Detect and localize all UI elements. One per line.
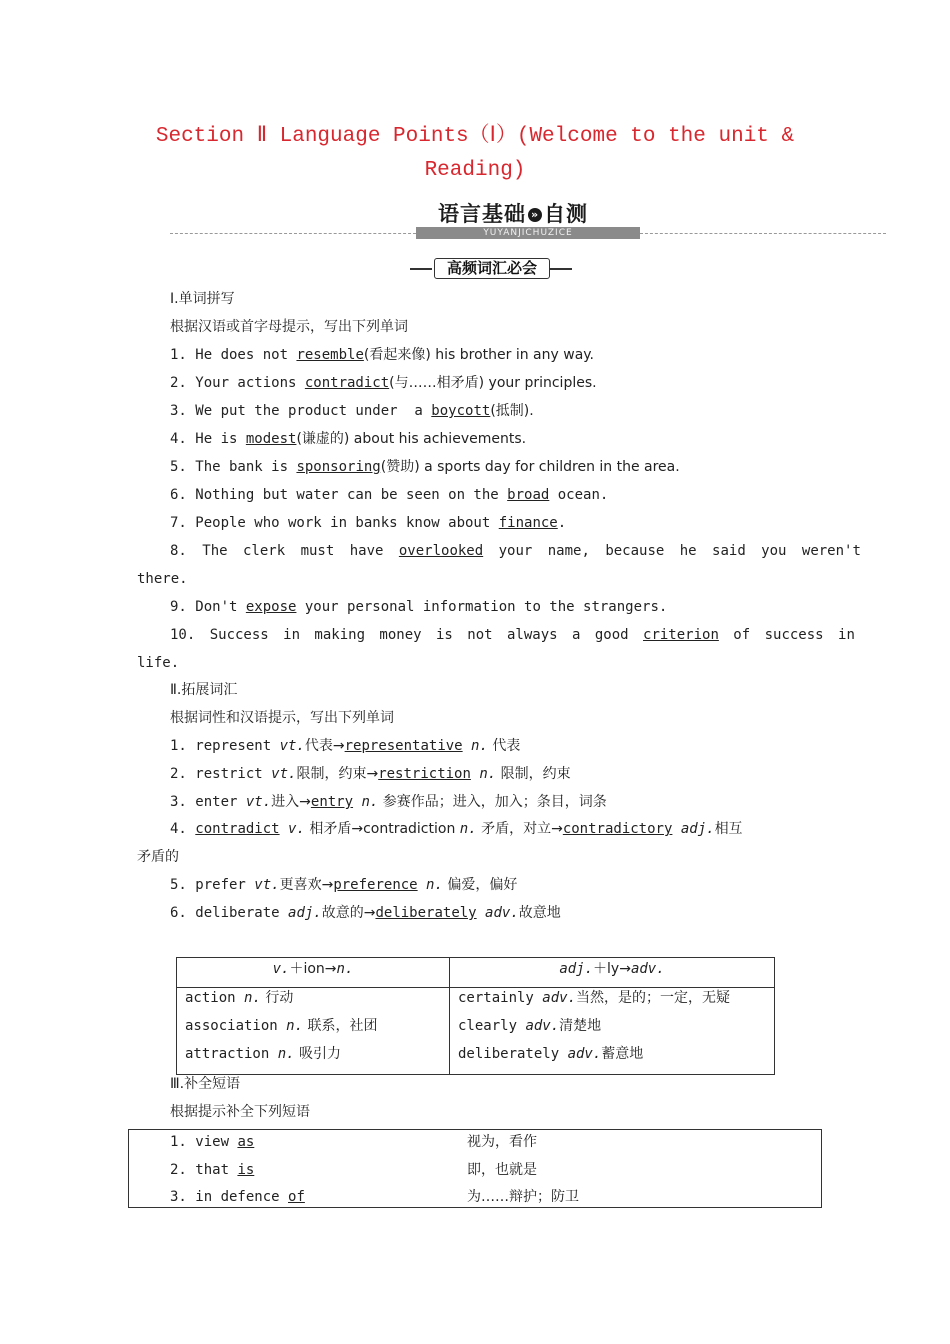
list-item-continued: life. xyxy=(137,655,180,671)
list-item: 3. enter vt.进入→entry n. 参赛作品；进入，加入；条目，词条 xyxy=(170,794,607,810)
suffix-table xyxy=(176,957,775,1075)
answer-text: sponsoring xyxy=(296,459,381,475)
list-item: 8. The clerk must have overlooked your name, because he said you weren't xyxy=(170,543,861,559)
answer-text: overlooked xyxy=(398,543,484,559)
list-item-continued: 矛盾的 xyxy=(137,849,179,865)
table-row: 1. view as xyxy=(170,1134,255,1150)
table-header-left: v.＋ion→n. xyxy=(272,961,354,977)
tag-bar-left xyxy=(410,268,432,270)
list-item: 9. Don't expose your personal information to the strangers. xyxy=(170,599,668,615)
table-row: 2. that is xyxy=(170,1162,255,1178)
table-row: certainly adv.当然，是的；一定，无疑 xyxy=(458,990,731,1006)
table-row: deliberately adv.蓄意地 xyxy=(458,1046,644,1062)
phrase-table xyxy=(128,1129,822,1208)
answer-text: is xyxy=(237,1162,255,1178)
banner-divider-left xyxy=(170,233,416,234)
answer-text: expose xyxy=(245,599,297,615)
answer-text: finance xyxy=(498,515,558,531)
answer-text: restriction xyxy=(378,766,471,782)
list-item: 2. restrict vt.限制，约束→restriction n. 限制，约束 xyxy=(170,766,571,782)
banner-heading-b: 自测 xyxy=(544,202,588,226)
phrase-meaning: 视为，看作 xyxy=(467,1134,537,1150)
part1-heading: Ⅰ.单词拼写 xyxy=(170,291,235,307)
part1-instruction: 根据汉语或首字母提示，写出下列单词 xyxy=(170,319,408,335)
list-item: 2. Your actions contradict(与……相矛盾) your principles. xyxy=(170,375,597,391)
phrase-meaning: 即，也就是 xyxy=(467,1162,537,1178)
banner-heading-a: 语言基础 xyxy=(438,202,526,226)
answer-text: contradict xyxy=(304,375,390,391)
chevron-right-icon: » xyxy=(528,208,542,222)
part2-heading: Ⅱ.拓展词汇 xyxy=(170,682,238,698)
table-header-right: adj.＋ly→adv. xyxy=(559,961,665,977)
list-item: 10. Success in making money is not always a good criterion of success in xyxy=(170,627,855,643)
answer-text: criterion xyxy=(643,627,719,643)
table-row: clearly adv.清楚地 xyxy=(458,1018,602,1034)
section-banner xyxy=(170,198,886,242)
section-tag xyxy=(410,258,572,278)
list-item: 3. We put the product under a boycott(抵制). xyxy=(170,403,534,419)
table-row: 3. in defence of xyxy=(170,1189,305,1205)
section-tag-label: 高频词汇必会 xyxy=(434,258,550,279)
answer-text: deliberately xyxy=(375,905,477,921)
list-item: 7. People who work in banks know about finance. xyxy=(170,515,567,531)
list-item: 4. He is modest(谦虚的) about his achievements. xyxy=(170,431,527,447)
list-item: 5. The bank is sponsoring(赞助) a sports day for children in the area. xyxy=(170,459,680,475)
title-line-2: Reading) xyxy=(424,159,526,182)
page-title xyxy=(150,120,800,188)
tag-bar-right xyxy=(550,268,572,270)
list-item: 1. represent vt.代表→representative n. 代表 xyxy=(170,738,521,754)
answer-text: boycott xyxy=(431,403,491,419)
answer-text: entry xyxy=(310,794,354,810)
part3-instruction: 根据提示补全下列短语 xyxy=(170,1104,310,1120)
list-item: 4. contradict v. 相矛盾→contradiction n. 矛盾，对立→contradictory adj.相互 xyxy=(170,821,743,837)
list-item: 6. deliberate adj.故意的→deliberately adv.故意地 xyxy=(170,905,561,921)
answer-text: contradict xyxy=(195,821,280,837)
title-line-1: Section Ⅱ Language Points（Ⅰ）(Welcome to the unit & xyxy=(155,125,795,148)
table-row: action n. 行动 xyxy=(185,990,294,1006)
part2-instruction: 根据词性和汉语提示，写出下列单词 xyxy=(170,710,394,726)
list-item: 1. He does not resemble(看起来像) his brother in any way. xyxy=(170,347,595,363)
part3-heading: Ⅲ.补全短语 xyxy=(170,1076,241,1092)
answer-text: modest xyxy=(245,431,297,447)
answer-text: resemble xyxy=(296,347,364,363)
list-item-continued: there. xyxy=(137,571,188,587)
banner-divider-right xyxy=(640,233,886,234)
table-row: association n. 联系，社团 xyxy=(185,1018,378,1034)
answer-text: contradictory xyxy=(562,821,673,837)
list-item: 5. prefer vt.更喜欢→preference n. 偏爱，偏好 xyxy=(170,877,518,893)
answer-text: representative xyxy=(344,738,463,754)
answer-text: preference xyxy=(333,877,418,893)
banner-subtitle: YUYANJICHUZICE xyxy=(416,227,640,239)
answer-text: as xyxy=(237,1134,255,1150)
answer-text: of xyxy=(288,1189,305,1205)
table-row: attraction n. 吸引力 xyxy=(185,1046,342,1062)
list-item: 6. Nothing but water can be seen on the broad ocean. xyxy=(170,487,609,503)
phrase-meaning: 为……辩护；防卫 xyxy=(467,1189,579,1205)
answer-text: broad xyxy=(507,487,550,503)
banner-heading xyxy=(438,198,588,228)
